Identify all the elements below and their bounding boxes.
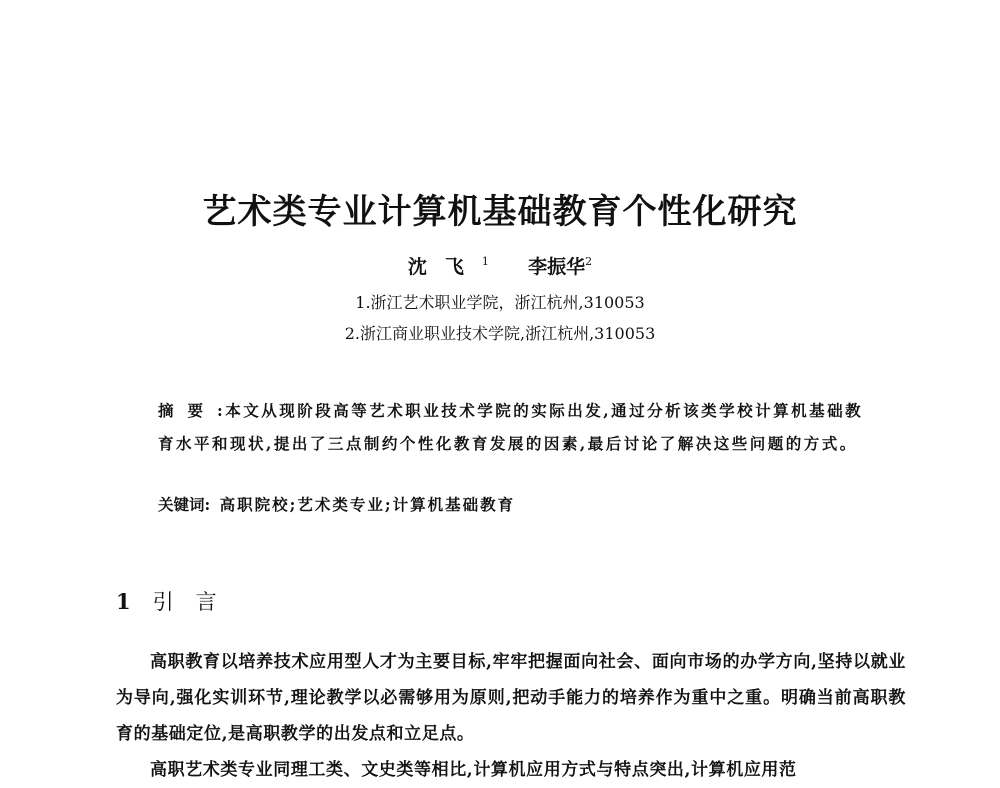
author-1-affil-mark: 1 (481, 255, 489, 268)
author-line (0, 252, 1000, 279)
paragraph-2: 高职艺术类专业同理工类、文史类等相比,计算机应用方式与特点突出,计算机应用范 (150, 760, 797, 780)
author-2-affil-mark: 2 (585, 255, 593, 268)
abstract (158, 394, 878, 460)
author-1-name: 沈飞 (407, 256, 482, 278)
abstract-text: 本文从现阶段高等艺术职业技术学院的实际出发,通过分析该类学校计算机基础教育水平和现状,提出了三点制约个性化教育发展的因素,最后讨论了解决这些问题的方式。 (158, 401, 864, 453)
body-text (116, 644, 906, 788)
affiliation-1: 1.浙江艺术职业学院，浙江杭州,310053 (355, 293, 645, 312)
author-2-name: 李振华 (528, 256, 586, 278)
author-1 (408, 252, 482, 279)
abstract-label: 摘要 (158, 401, 218, 420)
keywords-colon: : (204, 495, 220, 514)
section-heading (116, 586, 239, 616)
keywords-label: 关键词 (158, 496, 205, 514)
paragraph-1: 高职教育以培养技术应用型人才为主要目标,牢牢把握面向社会、面向市场的办学方向,坚持以就业为导向,强化实训环节,理论教学以必需够用为原则,把动手能力的培养作为重中之重。明确当前高职教育的基础定位,是高职教学的出发点和立足点。 (116, 652, 906, 744)
abstract-colon: : (217, 401, 226, 420)
affiliation-2: 2.浙江商业职业技术学院,浙江杭州,310053 (344, 324, 656, 343)
paper-title: 艺术类专业计算机基础教育个性化研究 (202, 192, 798, 232)
section-title: 引言 (152, 590, 239, 614)
keywords-text: 高职院校;艺术类专业;计算机基础教育 (219, 495, 516, 514)
keywords (158, 493, 515, 515)
author-2 (528, 252, 585, 279)
section-number: 1 (116, 589, 131, 614)
